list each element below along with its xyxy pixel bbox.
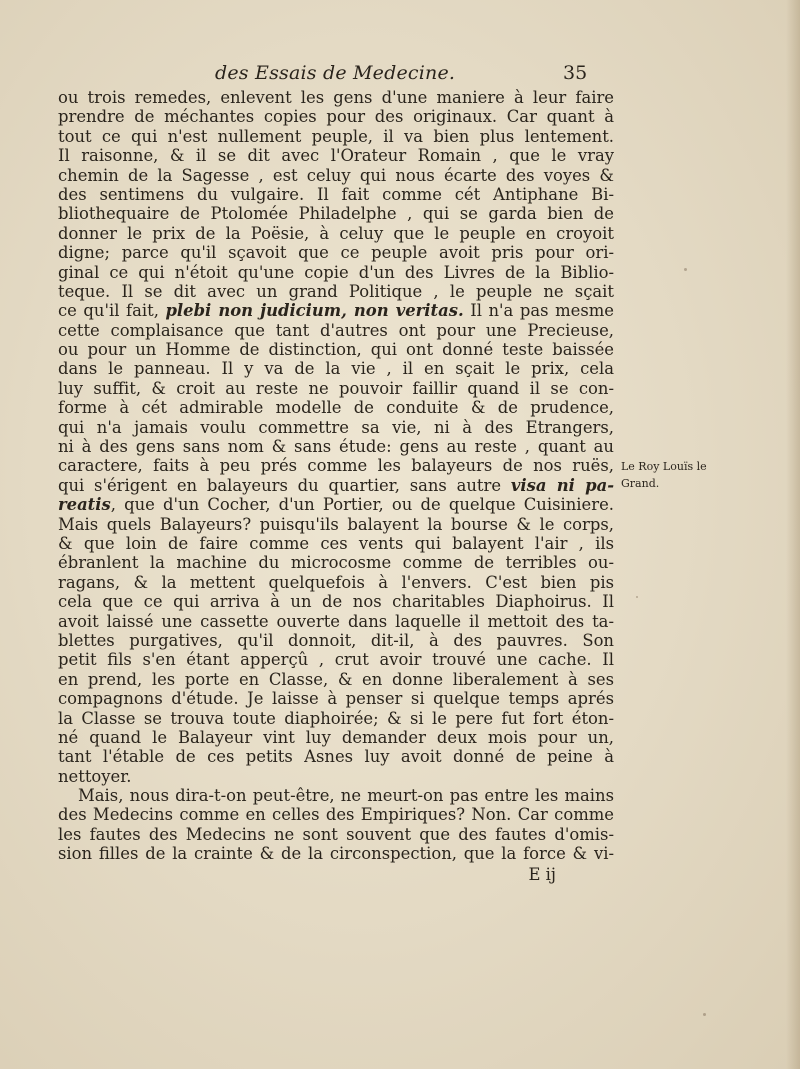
text-line: Mais quels Balayeurs? puisqu'ils balayent la bourse & le corps,: [58, 514, 614, 534]
text-line: luy suffit, & croit au reste ne pouvoir faillir quand il se con-: [58, 378, 614, 398]
italic-latin-quote: plebi non judicium, non veritas.: [165, 301, 464, 321]
text-line: tant l'étable de ces petits Asnes luy avoit donné de peine à: [58, 747, 614, 767]
text-line-with-italic: [58, 476, 614, 495]
margin-note-line: Le Roy Louïs le: [621, 460, 707, 473]
text-line: bliothequaire de Ptolomée Philadelphe , qui se garda bien de: [58, 204, 614, 224]
text-line: la Classe se trouva toute diaphoirée; & si le pere fut fort éton-: [58, 708, 614, 728]
text-line: tout ce qui n'est nullement peuple, il va bien plus lentement.: [58, 126, 614, 146]
text-line: ragans, & la mettent quelquefois à l'envers. C'est bien pis: [58, 572, 614, 592]
text-segment: Il n'a pas mesme: [470, 301, 614, 321]
text-line: digne; parce qu'il sçavoit que ce peuple avoit pris pour ori-: [58, 243, 614, 263]
italic-latin-quote: visa ni pa-: [510, 475, 614, 495]
text-line: Il raisonne, & il se dit avec l'Orateur Romain , que le vray: [58, 146, 614, 166]
text-line: ni à des gens sans nom & sans étude: gens au reste , quant au: [58, 437, 614, 457]
text-line: forme à cét admirable modelle de conduite & de prudence,: [58, 398, 614, 418]
text-line: né quand le Balayeur vint luy demander deux mois pour un,: [58, 727, 614, 747]
text-line: les fautes des Medecins ne sont souvent que des fautes d'omis-: [58, 824, 614, 844]
text-line: teque. Il se dit avec un grand Politique , le peuple ne sçait: [58, 281, 614, 301]
text-line-with-italic: [58, 301, 614, 320]
text-line: & que loin de faire comme ces vents qui balayent l'air , ils: [58, 533, 614, 553]
running-title: des Essais de Medecine.: [215, 62, 456, 84]
text-line: ou trois remedes, enlevent les gens d'une maniere à leur faire: [58, 88, 614, 107]
running-header: [0, 62, 800, 90]
text-segment: , que d'un Cocher, d'un Portier, ou de quelque Cuisiniere.: [110, 495, 614, 515]
text-segment: qui s'érigent en balayeurs du quartier, sans autre: [58, 475, 502, 495]
text-line: avoit laissé une cassette ouverte dans laquelle il mettoit des ta-: [58, 611, 614, 631]
page-number: 35: [563, 62, 588, 84]
text-line: cette complaisance que tant d'autres ont pour une Precieuse,: [58, 320, 614, 340]
catchword: E ij: [528, 864, 556, 884]
text-line: ébranlent la machine du microcosme comme de terribles ou-: [58, 553, 614, 573]
text-line: en prend, les porte en Classe, & en donne liberalement à ses: [58, 669, 614, 689]
text-line: chemin de la Sagesse , est celuy qui nous écarte des voyes &: [58, 165, 614, 185]
text-line: ou pour un Homme de distinction, qui ont donné teste baissée: [58, 340, 614, 360]
text-line: compagnons d'étude. Je laisse à penser si quelque temps aprés: [58, 689, 614, 709]
text-line: petit fils s'en étant apperçû , crut avoir trouvé une cache. Il: [58, 650, 614, 670]
page-edge-shadow: [786, 0, 800, 1069]
text-line: des Medecins comme en celles des Empiriques? Non. Car comme: [58, 805, 614, 825]
margin-note-line: Grand.: [621, 477, 660, 490]
paper-speck: [684, 268, 687, 271]
text-line: ginal ce qui n'étoit qu'une copie d'un des Livres de la Biblio-: [58, 262, 614, 282]
paper-speck: [636, 596, 638, 598]
text-line: sion filles de la crainte & de la circonspection, que la force & vi-: [58, 844, 614, 864]
text-line: Mais, nous dira-t-on peut-être, ne meurt-on pas entre les mains: [78, 786, 614, 806]
margin-note: [621, 458, 741, 492]
text-line: nettoyer.: [58, 766, 132, 786]
text-line: donner le prix de la Poësie, à celuy que le peuple en croyoit: [58, 223, 614, 243]
text-line: des sentimens du vulgaire. Il fait comme cét Antiphane Bi-: [58, 184, 614, 204]
text-line: prendre de méchantes copies pour des originaux. Car quant à: [58, 107, 614, 127]
paper-speck: [703, 1013, 706, 1016]
text-line: blettes purgatives, qu'il donnoit, dit-il, à des pauvres. Son: [58, 630, 614, 650]
text-segment: ce qu'il fait,: [58, 301, 159, 321]
text-line: cela que ce qui arriva à un de nos charitables Diaphoirus. Il: [58, 592, 614, 612]
italic-latin-quote: reatis: [58, 495, 111, 515]
text-line: caractere, faits à peu prés comme les balayeurs de nos ruës,: [58, 456, 614, 476]
body-text: [58, 88, 614, 886]
text-line: qui n'a jamais voulu commettre sa vie, ni à des Etrangers,: [58, 417, 614, 437]
text-line-with-italic: [58, 495, 614, 514]
text-line: dans le panneau. Il y va de la vie , il en sçait le prix, cela: [58, 359, 614, 379]
